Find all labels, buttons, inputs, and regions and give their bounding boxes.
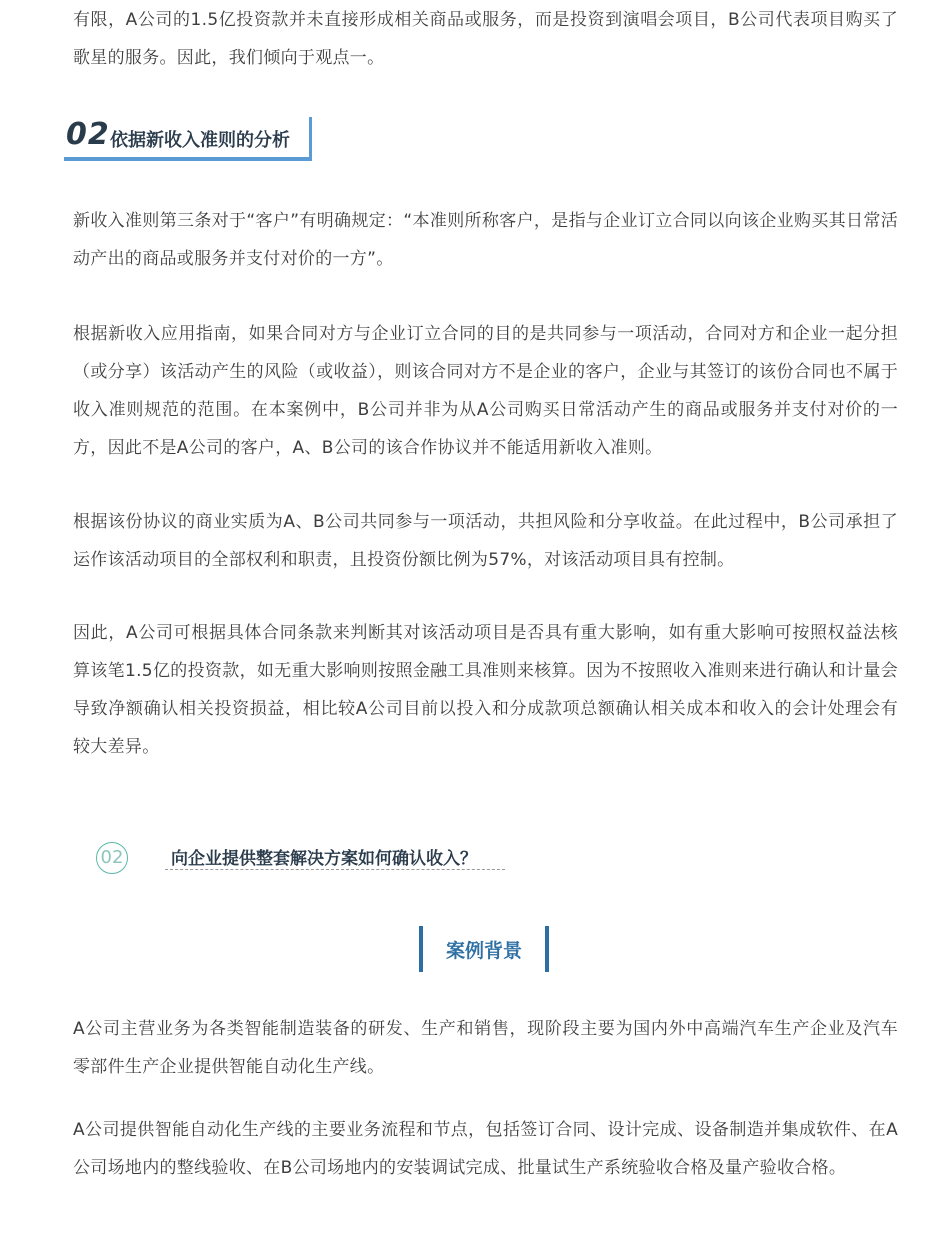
paragraph-conclusion: 因此，A公司可根据具体合同条款来判断其对该活动项目是否具有重大影响，如有重大影响可按照权益法核算该笔1.5亿的投资款，如无重大影响则按照金融工具准则来核算。因为不按照收入准则来进行确认和计量会导致净额确认相关投资损益，相比较A公司目前以投入和分成款项总额确认相关成本和收入的会计处理会有较大差异。 <box>73 623 898 757</box>
section-title: 依据新收入准则的分析 <box>110 130 290 151</box>
question-number-badge: 02 <box>96 842 128 874</box>
case-background-label <box>419 926 549 972</box>
case-background-text: 案例背景 <box>445 940 522 962</box>
label-bar-right <box>545 926 549 972</box>
paragraph-company-business: A公司主营业务为各类智能制造装备的研发、生产和销售，现阶段主要为国内外中高端汽车生产企业及汽车零部件生产企业提供智能自动化生产线。 <box>73 1019 898 1077</box>
paragraph-business-substance: 根据该份协议的商业实质为A、B公司共同参与一项活动，共担风险和分享收益。在此过程中，B公司承担了运作该活动项目的全部权利和职责，且投资份额比例为57%，对该活动项目具有控制。 <box>73 512 898 570</box>
question-title: 向企业提供整套解决方案如何确认收入？ <box>165 844 505 870</box>
paragraph-business-process: A公司提供智能自动化生产线的主要业务流程和节点，包括签订合同、设计完成、设备制造并集成软件、在A公司场地内的整线验收、在B公司场地内的安装调试完成、批量试生产系统验收合格及量产验收合格。 <box>73 1120 898 1178</box>
paragraph-application-guide: 根据新收入应用指南，如果合同对方与企业订立合同的目的是共同参与一项活动，合同对方和企业一起分担（或分享）该活动产生的风险（或收益），则该合同对方不是企业的客户，企业与其签订的该份合同也不属于收入准则规范的范围。在本案例中，B公司并非为从A公司购买日常活动产生的商品或服务并支付对价的一方，因此不是A公司的客户，A、B公司的该合作协议并不能适用新收入准则。 <box>73 324 898 458</box>
section-number: 02 <box>66 117 110 152</box>
paragraph-intro-tail: 有限，A公司的1.5亿投资款并未直接形成相关商品或服务，而是投资到演唱会项目，B公司代表项目购买了歌星的服务。因此，我们倾向于观点一。 <box>73 10 898 68</box>
paragraph-customer-definition: 新收入准则第三条对于“客户”有明确规定：“本准则所称客户，是指与企业订立合同以向该企业购买其日常活动产出的商品或服务并支付对价的一方”。 <box>73 211 898 269</box>
section-heading-02 <box>64 117 312 161</box>
